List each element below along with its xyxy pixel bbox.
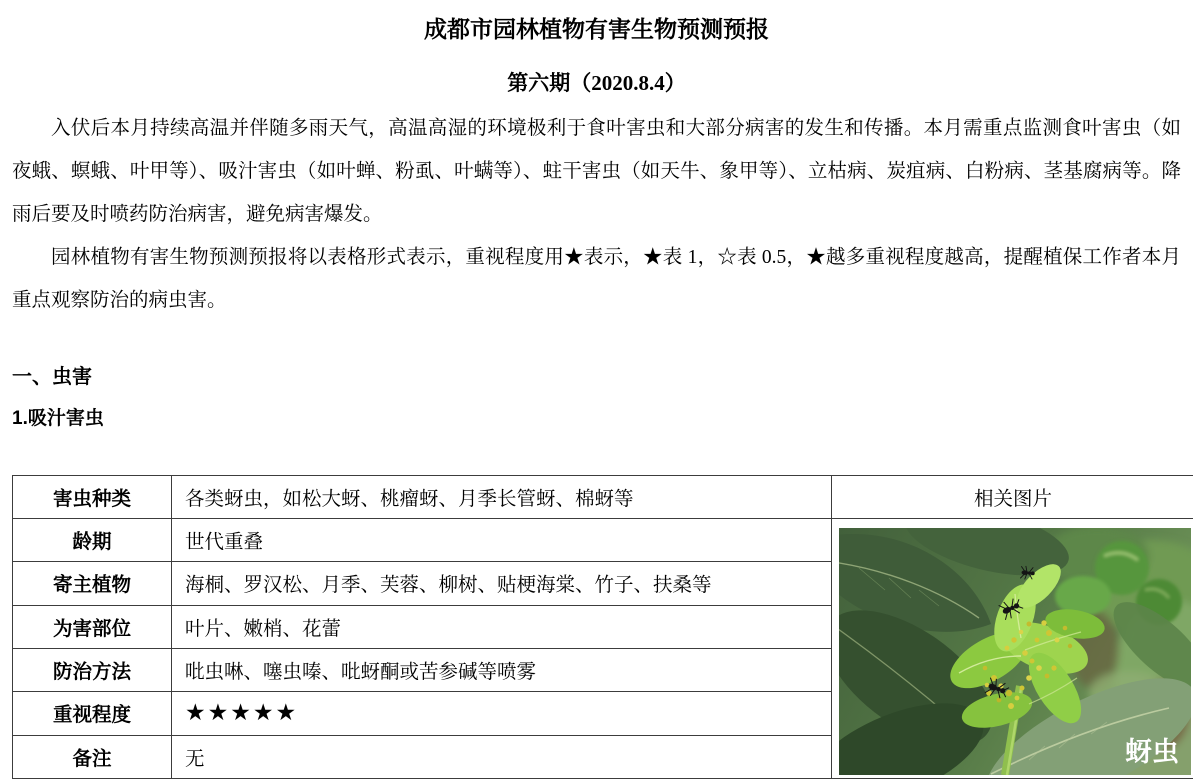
row-label-importance: 重视程度 [13,692,172,735]
row-value-remarks: 无 [172,735,832,778]
row-value-control-methods: 吡虫啉、噻虫嗪、吡蚜酮或苦参碱等喷雾 [172,648,832,691]
issue-subtitle: 第六期（2020.8.4） [507,71,686,95]
row-value-instar: 世代重叠 [172,519,832,562]
table-row-instar [13,519,1193,562]
intro-paragraph: 入伏后本月持续高温并伴随多雨天气，高温高湿的环境极利于食叶害虫和大部分病害的发生和传播。本月需重点监测食叶害虫（如夜蛾、螟蛾、叶甲等）、吸汁害虫（如叶蝉、粉虱、叶螨等）、蛀干害虫（如天牛、象甲等）、立枯病、炭疽病、白粉病、茎基腐病等。降雨后要及时喷药防治病害，避免病害爆发。 [12,118,1181,225]
table-row-pest-type [13,476,1193,519]
row-label-remarks: 备注 [13,735,172,778]
legend-paragraph: 园林植物有害生物预测预报将以表格形式表示，重视程度用★表示，★表 1，☆表 0.5，★越多重视程度越高，提醒植保工作者本月重点观察防治的病虫害。 [12,247,1181,311]
row-label-instar: 龄期 [13,519,172,562]
aphid-photo-cell [832,519,1193,779]
section-heading: 一、虫害 [12,366,92,388]
body-text [12,107,1181,322]
aphid-photo [839,528,1191,775]
row-label-host-plants: 寄主植物 [13,562,172,605]
related-images-header: 相关图片 [832,476,1193,519]
row-value-pest-type: 各类蚜虫，如松大蚜、桃瘤蚜、月季长管蚜、棉蚜等 [172,476,832,519]
row-value-host-plants: 海桐、罗汉松、月季、芙蓉、柳树、贴梗海棠、竹子、扶桑等 [172,562,832,605]
importance-rating-stars: ★★★★★ [172,692,832,735]
row-label-control-methods: 防治方法 [13,648,172,691]
subsection-heading: 1.吸汁害虫 [12,408,104,429]
row-label-damaged-parts: 为害部位 [13,605,172,648]
row-label-pest-type: 害虫种类 [13,476,172,519]
page-title: 成都市园林植物有害生物预测预报 [424,17,769,42]
row-value-damaged-parts: 叶片、嫩梢、花蕾 [172,605,832,648]
pest-info-table [12,475,1193,779]
photo-caption: 蚜虫 [1125,737,1179,767]
